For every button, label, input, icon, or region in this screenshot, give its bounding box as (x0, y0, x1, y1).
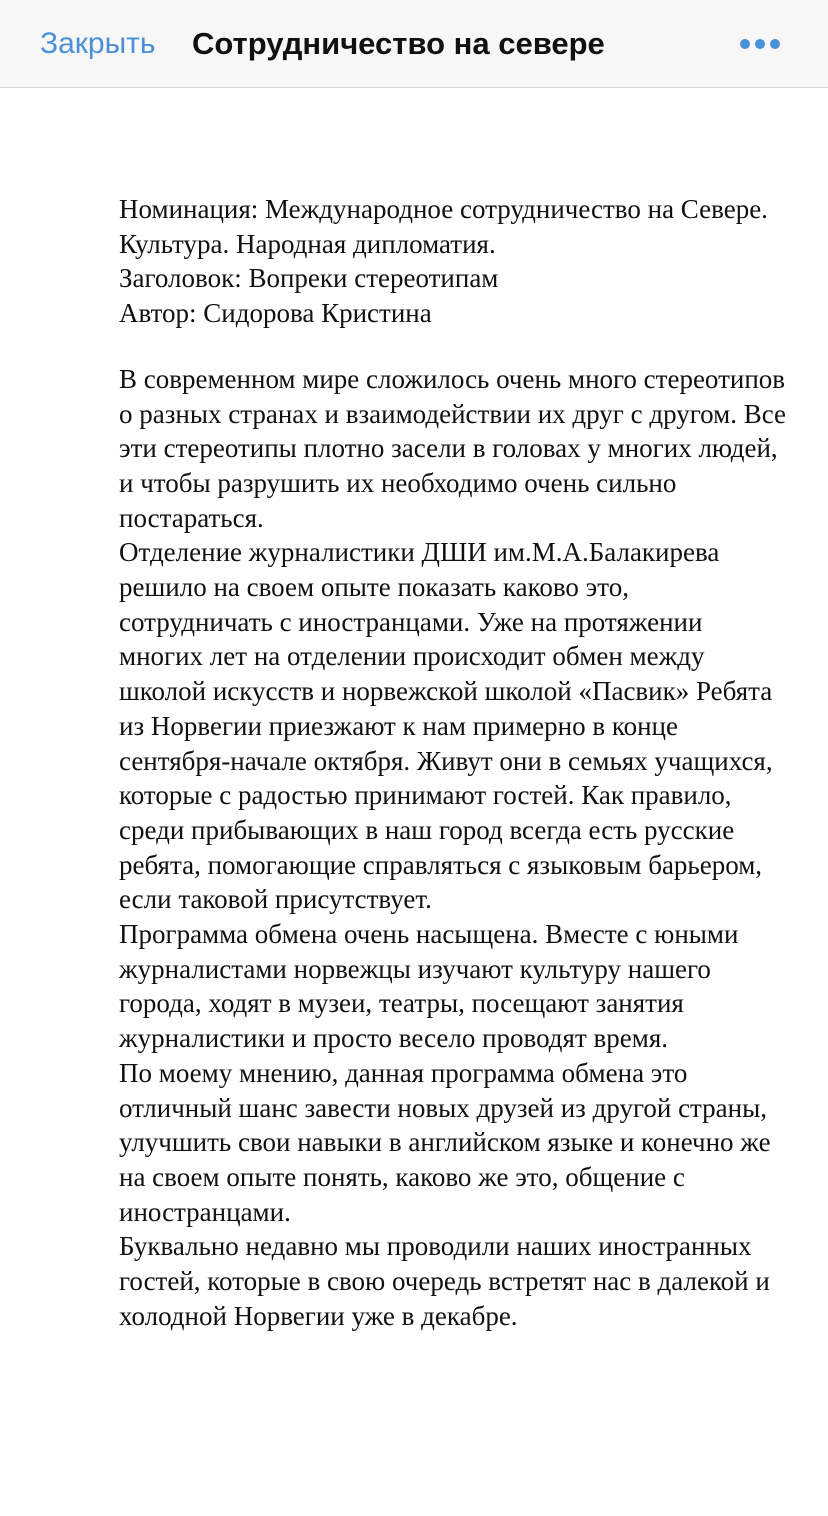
nomination-line: Номинация: Международное сотрудничество на Севере. Культура. Народная дипломатия. (119, 194, 768, 259)
close-button[interactable]: Закрыть (40, 27, 156, 60)
headline-line: Заголовок: Вопреки стереотипам (119, 263, 499, 294)
navigation-bar (0, 0, 828, 88)
article-paragraph: Буквально недавно мы проводили наших иностранных гостей, которые в свою очередь встретят нас в далекой и холодной Норвегии уже в декабре. (119, 1231, 770, 1331)
article-paragraph: Отделение журналистики ДШИ им.М.А.Балакирева решило на своем опыте показать каково это, сотрудничать с иностранцами. Уже на протяжении многих лет на отделении происходит обмен между школой искусств и норвежской школой «Пасвик» Ребята из Норвегии приезжают к нам примерно в конце сентября-начале октября. Живут они в семьях учащихся, которые с радостью принимают гостей. Как правило, среди прибывающих в наш город всегда есть русские ребята, помогающие справляться с языковым барьером, если таковой присутствует. (119, 537, 773, 915)
article-paragraph: По моему мнению, данная программа обмена это отличный шанс завести новых друзей из другой страны, улучшить свои навыки в английском языке и конечно же на своем опыте понять, каково же это, общение с иностранцами. (119, 1057, 771, 1227)
more-options-button[interactable] (736, 30, 784, 58)
article-content (119, 192, 789, 1334)
author-line: Автор: Сидорова Кристина (119, 298, 432, 329)
page-title: Сотрудничество на севере (192, 26, 605, 61)
article-paragraph: Программа обмена очень насыщена. Вместе с юными журналистами норвежцы изучают культуру нашего города, ходят в музеи, театры, посещают занятия журналистики и просто весело проводят время. (119, 919, 739, 1054)
article-meta (119, 192, 789, 331)
ellipsis-icon (736, 30, 784, 58)
article-paragraph: В современном мире сложилось очень много стереотипов о разных странах и взаимодействии их друг с другом. Все эти стереотипы плотно засели в головах у многих людей, и чтобы разрушить их необходимо очень сильно постараться. (119, 363, 787, 533)
